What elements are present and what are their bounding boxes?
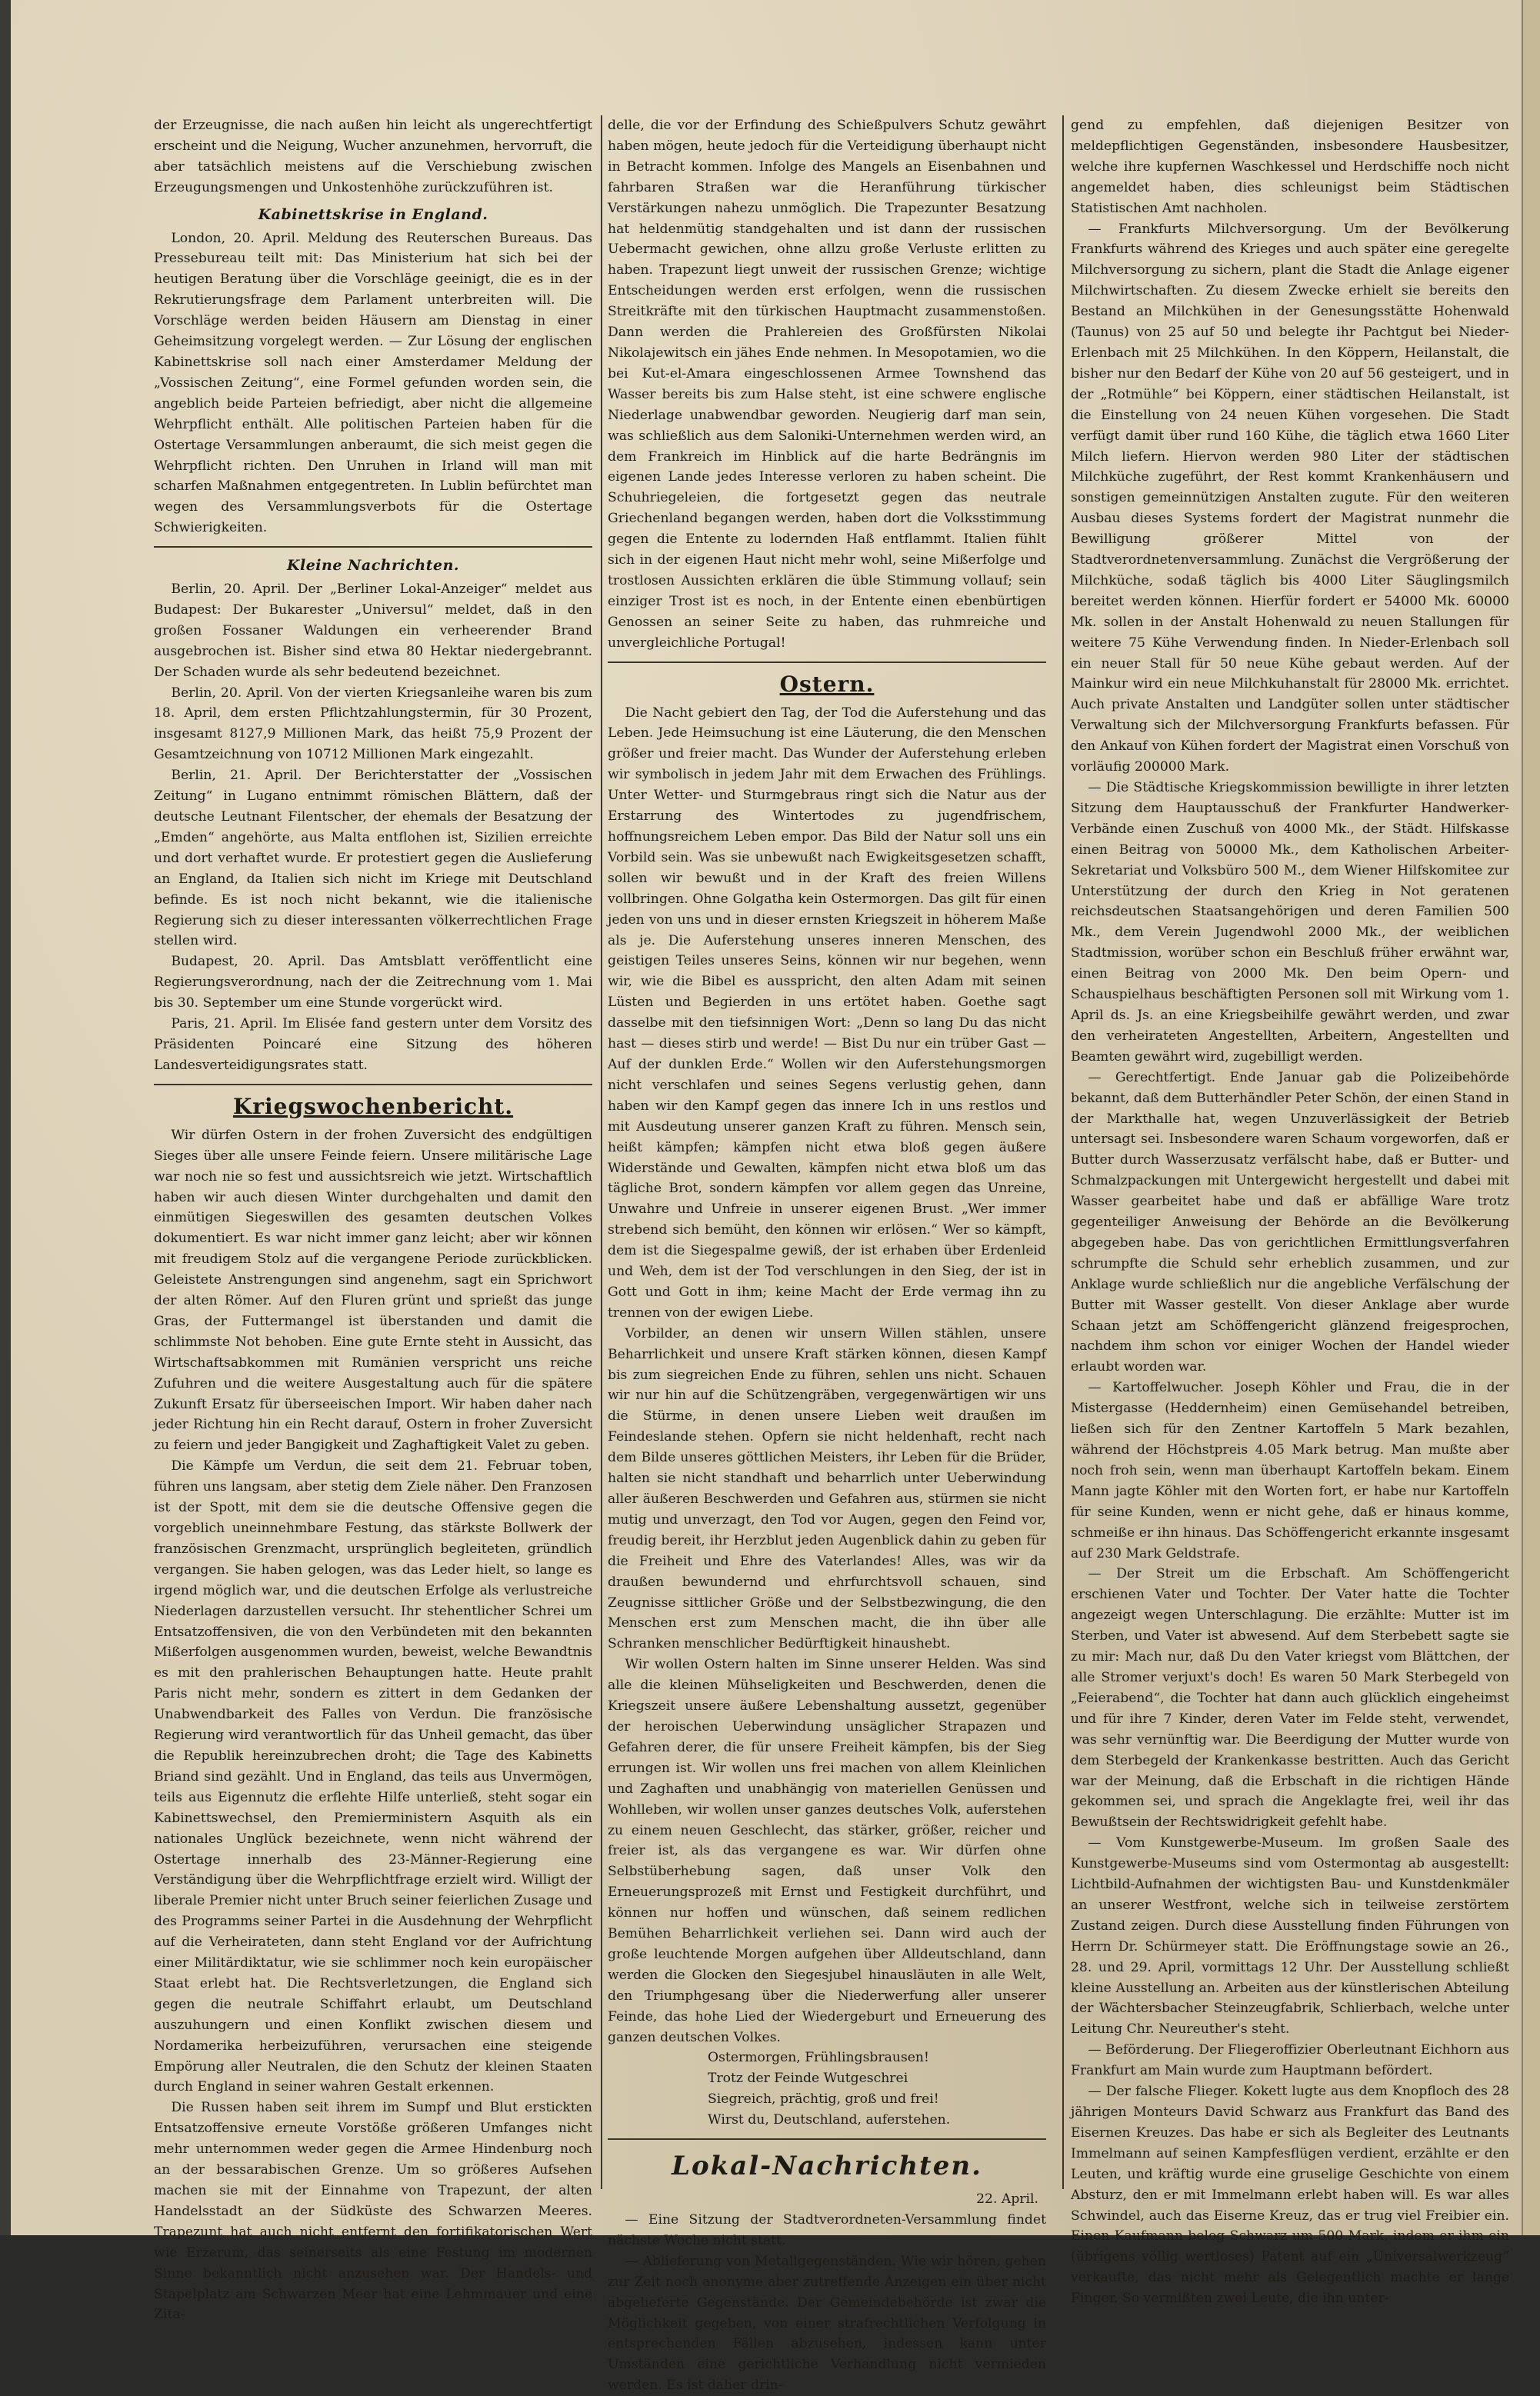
col3-articles [1071,115,1509,2309]
paragraph: — Vom Kunstgewerbe-Museum. Im großen Saale des Kunstgewerbe-Museums sind vom Ostermontag ab ausgestellt: Lichtbild-Aufnahmen der wichtigsten Bau- und Kunstdenkmäler an unserer Westfront, welche sich in teilweise zerstörtem Zustand zeigen. Durch diese Ausstellung finden Führungen von Herrn Dr. Schürmeyer statt. Die Eröffnungstage sowie an 26., 28. und 29. April, vormittags 12 Uhr. Der Ausstellung schließt kleine Ausstellung an. Arbeiten aus der künstlerischen Abteilung der Wächtersbacher Steinzeugfabrik, Schlierbach, welche unter Leitung Chr. Neureuther's steht. [1071,1835,1509,2038]
paragraph: Paris, 21. April. Im Elisée fand gestern unter dem Vorsitz des Präsidenten Poincaré eine Sitzung des höheren Landesverteidigungsrates statt. [154,1016,592,1073]
column-2 [608,115,1046,2394]
article-separator [608,661,1046,663]
poem-line: Siegreich, prächtig, groß und frei! [708,2091,939,2108]
article-kabinettskrise [154,228,592,539]
paragraph: — Gerechtfertigt. Ende Januar gab die Polizeibehörde bekannt, daß dem Butterhändler Peter Schön, der einen Stand in der Markthalle hat, wegen Unzuverlässigkeit der Betrieb untersagt sei. Insbesondere waren Schaum vorgeworfen, daß er Butter durch Wasserzusatz verfälscht habe, daß er Butter- und Schmalzpackungen mit Untergewicht hergestellt und dabei mit Wasser gearbeitet habe und daß er abfällige Ware trotz gegenteiliger Anweisung der Behörde an die Bevölkerung abgegeben habe. Das von gerichtlichen Ermittlungsverfahren schrumpfte die Schuld sehr erheblich zusammen, und zur Anklage wurde schließlich nur die angebliche Verfälschung der Butter mit Wasser gestellt. Von dieser Anklage aber wurde Schaan jetzt am Schöffengericht glänzend freigesprochen, nachdem ihm schon vor einiger Wochen der Handel wieder erlaubt worden war. [1071,1069,1509,1375]
paragraph: — Frankfurts Milchversorgung. Um der Bevölkerung Frankfurts während des Krieges und auch später eine geregelte Milchversorgung zu sichern, plant die Stadt die Anlage eigener Milchwirtschaften. Zu diesem Zwecke erhielt sie bereits den Bestand an Milchkühen in der Genesungsstätte Hohenwald (Taunus) von 25 auf 50 und belegte ihr Pachtgut bei Nieder-Erlenbach mit 25 Milchkühen. In den Köppern, Heilanstalt, die bisher nur den Bedarf der Kühe von 20 auf 56 gesteigert, und in der „Rotmühle“ bei Köppern, einer städtischen Heilanstalt, ist die Einstellung von 24 neuen Kühen vorgesehen. Die Stadt verfügt damit über rund 160 Kühe, die täglich etwa 1660 Liter Milch liefern. Hiervon werden 980 Liter der städtischen Milchküche zugeführt, der Rest kommt Krankenhäusern und sonstigen gemeinnützigen Anstalten zugute. Für den weiteren Ausbau dieses Systems fordert der Magistrat nunmehr die Bewilligung größerer Mittel von der Stadtverordnetenversammlung. Zunächst die Vergrößerung der Milchküche, sodaß täglich bis 4000 Liter Säuglingsmilch bereitet werden können. Hierfür fordert er 54000 Mk. 60000 Mk. sollen in der Anstalt Hohenwald zu neuen Stallungen für weitere 75 Kühe Verwendung finden. In Nieder-Erlenbach soll ein neuer Stall für 50 neue Kühe gebaut werden. Auf der Mainkur wird ein neue Milchkuhanstalt für 28000 Mk. errichtet. Auch private Anstalten und Landgüter sollen unter städtischer Verwaltung sich der Milchversorgung Frankfurts befassen. Für den Ankauf von Kühen fordert der Magistrat einen Vorschuß von vorläufig 200000 Mark. [1071,221,1509,775]
column-divider [601,115,602,2189]
paragraph: Die Kämpfe um Verdun, die seit dem 21. Februar toben, führen uns langsam, aber stetig dem Ziele näher. Den Franzosen ist der Spott, mit dem sie die deutsche Offensive gegen die vorgeblich uneinnehmbare Festung, das stärkste Bollwerk der französischen Grenzmacht, ursprünglich begleiteten, gründlich vergangen. Sie haben gelogen, was das Leder hielt, so lange es irgend möglich war, und die deutschen Erfolge als verlustreiche Niederlagen darzustellen versucht. Ihr stehentlicher Schrei um Entsatzoffensiven, die von den Verbündeten mit den bekannten Mißerfolgen ausgenommen wurden, beweist, welche Bewandtnis es mit den prahlerischen Behauptungen hatte. Heute prahlt Paris nicht mehr, sondern es zittert in dem Gedanken der Unabwendbarkeit des Falles von Verdun. Die französische Regierung wird verantwortlich für das Unheil gemacht, das über die Republik hereinzubrechen droht; die Tage des Kabinetts Briand sind gezählt. Und in England, das teils aus Unvermögen, teils aus Eigennutz die erflehte Hilfe unterließ, steht sogar ein Kabinettswechsel, den Premierministern Asquith als ein nationales Unglück bezeichnete, wenn nicht während der Ostertage innerhalb des 23-Männer-Regierung eine Verständigung über die Wehrpflichtfrage erzielt wird. Willigt der liberale Premier nicht unter Bruch seiner feierlichen Zusage und des Programms seiner Partei in die Ausdehnung der Wehrpflicht auf die Verheirateten, dann steht England vor der Aufrichtung einer Militärdiktatur, wie sie schlimmer noch kein europäischer Staat erlebt hat. Die Rechtsverletzungen, die England sich gegen die neutrale Schiffahrt erlaubt, um Deutschland auszuhungern und einen Konflikt zwischen diesem und Nordamerika herbeizuführen, verursachen eine steigende Empörung aller Neutralen, die den Schutz der kleinen Staaten durch England in seiner wahren Gestalt erkennen. [154,1458,592,2095]
paragraph: — Beförderung. Der Fliegeroffizier Oberleutnant Eichhorn aus Frankfurt am Main wurde zum Hauptmann befördert. [1071,2042,1509,2079]
article-ostern [608,703,1046,2048]
poem-line: Ostermorgen, Frühlingsbrausen! [708,2050,929,2066]
paragraph: gend zu empfehlen, daß diejenigen Besitzer von meldepflichtigen Gegenständen, insbesondere Hausbesitzer, welche ihre kupfernen Waschkessel und Herdschiffe noch nicht angemeldet haben, dies schleunigst beim Städtischen Statistischen Amt nachholen. [1071,118,1509,216]
paragraph: — Die Städtische Kriegskommission bewilligte in ihrer letzten Sitzung dem Hauptausschuß der Frankfurter Handwerker-Verbände einen Zuschuß von 4000 Mk., der Städt. Hilfskasse einen Beitrag von 50000 Mk., dem Katholischen Arbeiter-Sekretariat und Volksbüro 500 M., dem Wiener Hilfskomitee zur Unterstützung der durch den Krieg in Not geratenen reichsdeutschen Staatsangehörigen und deren Familien 500 Mk., dem Verein Jugendwohl 2000 Mk., der weiblichen Stadtmission, worüber schon ein Beschluß früher erwähnt war, einen Beitrag von 2000 Mk. Den beim Opern- und Schauspielhaus beschäftigten Personen soll mit Wirkung vom 1. April ds. Js. an eine Kriegsbeihilfe gewährt werden, und zwar den verheirateten Angestellten, Arbeitern, Angestellten und Beamten gewährt wird, zugebilligt werden. [1071,780,1509,1065]
paragraph: Die Russen haben seit ihrem im Sumpf und Blut erstickten Entsatzoffensive erneute Vorstöße größeren Umfanges nicht mehr unternommen weder gegen die Armee Hindenburg noch an der bessarabischen Grenze. Um so größeres Aufsehen machen sie mit der Einnahme von Trapezunt, der alten Handelsstadt an der Südküste des Schwarzen Meeres. Trapezunt hat auch nicht entfernt den fortifikatorischen Wert wie Erzerum, das seinerseits als eine Festung im modernen Sinne bekanntlich nicht anzusehen war. Der Handels- und Stapelplatz am Schwarzen Meer hat eine Lehmmauer und eine Zita- [154,2100,592,2323]
adjacent-page-edge [1522,0,1540,2235]
paragraph: — Der falsche Flieger. Kokett lugte aus dem Knopfloch des 28 jährigen Monteurs David Schwarz aus Frankfurt das Band des Eisernen Kreuzes. Das habe er sich als Begleiter des Leutnants Immelmann auf seinen Kampfesflügen verdient, erzählte er den Leuten, und kräftig wurde eine gruselige Geschichte von einem Absturz, den er mit Immelmann erlebt haben will. Es war alles Schwindel, auch das Eiserne Kreuz, das er trug viel Freibier ein. Einen Kaufmann belog Schwarz um 500 Mark, indem er ihm ein (übrigens völlig wertloses) Patent auf ein „Universalwerkzeug“ verkaufte, das nicht mehr als Gelegentlich machte er lange Finger. So vermißten zwei Leute, die ihn unter- [1071,2084,1509,2307]
column-divider [1062,115,1064,2189]
heading-kriegswochenbericht: Kriegswochenbericht. [232,1093,514,1119]
paragraph: — Ablieferung von Metallgegenständen. Wie wir hören, gehen zur Zeit noch anonyme aber zutreffende Anzeigen ein über nicht abgelieferte Gegenstände. Der Gemeindebehörde ist zwar die Möglichkeit gegeben, von einer strafrechtlichen Verfolgung in entsprechenden Fällen abzusehen, indessen kann unter Umständen eine gerichtliche Verhandlung nicht vermieden werden. Es ist daher drin- [608,2253,1046,2394]
paragraph: Wir dürfen Ostern in der frohen Zuversicht des endgültigen Sieges über alle unsere Feinde feiern. Unsere militärische Lage war noch nie so fest und aussichtsreich wie jetzt. Wirtschaftlich haben wir auch diesen Winter durchgehalten und damit den einmütigen Siegeswillen des gesamten deutschen Volkes dokumentiert. Es war nicht immer ganz leicht; aber wir können mit freudigem Stolz auf die vergangene Periode zurückblicken. Geleistete Anstrengungen sind angenehm, sagt ein Sprichwort der alten Römer. Auf den Fluren grünt und sprießt das junge Gras, der Futtermangel ist überstanden und damit die schlimmste Not behoben. Eine gute Ernte steht in Aussicht, das Wirtschaftsabkommen mit Rumänien verspricht uns reiche Zufuhren und die weitere Ausgestaltung auch für die spätere Zukunft Ersatz für überseeischen Import. Wir haben daher nach jeder Richtung hin ein Recht darauf, Ostern in froher Zuversicht zu feiern und jeder Bangigkeit und Zaghaftigkeit Valet zu geben. [154,1127,592,1454]
paragraph: — Eine Sitzung der Stadtverordneten-Versammlung findet nächste Woche nicht statt. [608,2212,1046,2248]
article-kriegswochenbericht [154,1125,592,2326]
paragraph: der Erzeugnisse, die nach außen hin leicht als ungerechtfertigt erscheint und die Neigung, Wucher anzunehmen, hervorruft, die aber tatsächlich meistens auf die Verschiebung zwischen Erzeugungsmengen und Unkostenhöhe zurückzuführen ist. [154,118,592,195]
paragraph: delle, die vor der Erfindung des Schießpulvers Schutz gewährt haben mögen, heute jedoch für die Verteidigung überhaupt nicht in Betracht kommen. Infolge des Mangels an Eisenbahnen und fahrbaren Straßen war die Heranführung türkischer Verstärkungen nahezu unmöglich. Die Trapezunter Besatzung hat heldenmütig standgehalten und ist dann der russischen Uebermacht gewichen, ohne allzu große Verluste erlitten zu haben. Trapezunt liegt unweit der russischen Grenze; wichtige Entscheidungen werden erst erfolgen, wenn die russischen Streitkräfte mit den türkischen Hauptmacht zusammenstoßen. Dann werden die Prahlereien des Großfürsten Nikolai Nikolajewitsch ein jähes Ende nehmen. In Mesopotamien, wo die bei Kut-el-Amara eingeschlossenen Armee Townshend das Wasser bereits bis zum Halse steht, ist eine schwere englische Niederlage unabwendbar geworden. Neugierig darf man sein, was schließlich aus dem Saloniki-Unternehmen werden wird, an dem Frankreich im Hinblick auf die harte Bedrängnis im eigenen Lande jedes Interesse verloren zu haben scheint. Die Schuhriegeleien, die fortgesetzt gegen das neutrale Griechenland begangen werden, haben dort die Volksstimmung gegen die Entente zu lodernden Haß entflammt. Italien fühlt sich in der eigenen Haut nicht mehr wohl, seine Mißerfolge und trostlosen Aussichten erklären die üble Stimmung vollauf; sein einziger Trost ist es noch, in der Entente einen ebenbürtigen Genossen an seiner Seite zu haben, das ruhmreiche und unvergleichliche Portugal! [608,118,1046,651]
article-separator [154,546,592,548]
paragraph: London, 20. April. Meldung des Reuterschen Bureaus. Das Pressebureau teilt mit: Das Ministerium hat sich bei der heutigen Beratung über die Vorschläge geeinigt, die es in der Rekrutierungsfrage dem Parlament unterbreiten will. Die Vorschläge werden beiden Häusern am Dienstag in einer Geheimsitzung vorgelegt werden. — Zur Lösung der englischen Kabinettskrise soll nach einer Amsterdamer Meldung der „Vossischen Zeitung“, eine Formel gefunden worden sein, die angeblich beide Parteien befriedigt, aber nicht die allgemeine Wehrpflicht enthält. Alle politischen Parteien haben für die Ostertage Versammlungen anberaumt, die sich meist gegen die Wehrpflicht richten. Den Unruhen in Irland will man mit scharfen Maßnahmen entgegentreten. In Lublin befürchtet man wegen des Versammlungsverbots für die Ostertage Schwierigkeiten. [154,230,592,536]
poem-line: Wirst du, Deutschland, auferstehen. [708,2112,951,2128]
poem-line: Trotz der Feinde Wutgeschrei [708,2071,908,2087]
article-separator [608,2138,1046,2140]
paragraph: Berlin, 20. April. Der „Berliner Lokal-Anzeiger“ meldet aus Budapest: Der Bukarester „Universul“ meldet, daß in den großen Fossaner Waldungen ein verheerender Brand ausgebrochen ist. Bisher sind etwa 80 Hektar niedergebrannt. Der Schaden wurde als sehr bedeutend bezeichnet. [154,582,592,680]
article-lokal-nachrichten [608,2210,1046,2396]
paragraph: Budapest, 20. April. Das Amtsblatt veröffentlicht eine Regierungsverordnung, nach der die Zeitrechnung vom 1. Mai bis 30. September um eine Stunde vorgerückt wird. [154,954,592,1011]
article-separator [154,1084,592,1085]
ostern-poem [708,2048,1046,2131]
article-kleine-nachrichten [154,579,592,1076]
binding-edge [0,0,11,2235]
col2-intro [608,115,1046,654]
paragraph: Berlin, 21. April. Der Berichterstatter der „Vossischen Zeitung“ in Lugano entnimmt römischen Blättern, daß der deutsche Leutnant Filentscher, der ehemals der Besatzung der „Emden“ angehörte, aus Malta entflohen ist, Sizilien erreichte und dort verhaftet wurde. Er protestiert gegen die Auslieferung an England, da Italien sich nicht im Kriege mit Deutschland befinde. Es ist noch nicht bekannt, wie die italienische Regierung sich zu dieser interessanten völkerrechtlichen Frage stellen wird. [154,768,592,949]
column-3 [1071,115,1509,2307]
heading-kabinettskrise: Kabinettskrise in England. [258,205,488,223]
lokal-dateline: 22. April. [976,2191,1038,2208]
paragraph: Die Nacht gebiert den Tag, der Tod die Auferstehung und das Leben. Jede Heimsuchung ist eine Läuterung, die den Menschen größer und freier macht. Das Wunder der Auferstehung erleben wir symbolisch in jedem Jahr mit dem Erwachen des Frühlings. Unter Wetter- und Sturmgebraus ringt sich die Natur aus der Erstarrung des Wintertodes zu jugendfrischem, hoffnungsreichem Leben empor. Das Bild der Natur soll uns ein Vorbild sein. Was sie unbewußt nach Ewigkeitsgesetzen schafft, sollen wir bewußt und in der Kraft des freien Willens vollbringen. Ohne Golgatha kein Ostermorgen. Das gilt für einen jeden von uns und in dieser ernsten Kriegszeit in höherem Maße als je. Die Auferstehung unseres inneren Menschen, des geistigen Teiles unseres Seins, können wir nur begehen, wenn wir, wie die Bibel es ausspricht, den alten Adam mit seinen Lüsten und Begierden in uns ertötet haben. Goethe sagt dasselbe mit den tiefsinnigen Wort: „Denn so lang Du das nicht hast — dieses stirb und werde! — Bist Du nur ein trüber Gast — Auf der dunklen Erde.“ Wollen wir den Auferstehungsmorgen nicht verschlafen und seines Segens verlustig gehen, dann haben wir den Kampf gegen das innere Ich in uns restlos und mit Ausdeutung unserer ganzen Kraft zu führen. Mensch sein, heißt kämpfen; kämpfen nicht etwa bloß gegen äußere Widerstände und Gewalten, kämpfen nicht etwa bloß um das tägliche Brot, sondern kämpfen vor allem gegen das Unreine, Unwahre und Unfreie in unserer eigenen Brust. „Wer immer strebend sich bemüht, den können wir erlösen.“ Wer so kämpft, dem ist die Siegespalme gewiß, der ist erhaben über Erdenleid und Weh, dem ist der Tod verschlungen in den Sieg, der ist in Gott und Gott in ihm; keine Macht der Erde vermag ihn zu trennen von der ewigen Liebe. [608,705,1046,1321]
heading-kleine-nachrichten: Kleine Nachrichten. [286,557,460,575]
column-1 [154,115,592,2323]
paragraph: — Kartoffelwucher. Joseph Köhler und Frau, die in der Mistergasse (Heddernheim) einen Gemüsehandel betreiben, ließen sich für den Zentner Kartoffeln 5 Mark bezahlen, während der Höchstpreis 4.05 Mark betrug. Man mußte aber noch froh sein, wenn man überhaupt Kartoffeln bekam. Einem Mann jagte Köhler mit den Worten fort, er habe nur Kartoffeln für seine Kunden, wenn er nicht gehe, daß er hinaus komme, schmeiße er ihn hinaus. Das Schöffengericht erkannte insgesamt auf 230 Mark Geldstrafe. [1071,1380,1509,1561]
heading-ostern: Ostern. [779,671,875,697]
paragraph: Vorbilder, an denen wir unsern Willen stählen, unsere Beharrlichkeit und unsere Kraft stärken können, diesen Kampf bis zum siegreichen Ende zu führen, sehlen uns nicht. Schauen wir nur hin auf die Schützengräben, vergegenwärtigen wir uns die Stürme, in denen unsere Lieben weit draußen im Feindeslande stehen. Opfern sie nicht heldenhaft, recht nach dem Bilde unseres göttlichen Meisters, ihr Leben für die Brüder, halten sie nicht standhaft und beharrlich unter Ueberwindung aller äußeren Beschwerden und Gefahren aus, stürmen sie nicht mutig und unverzagt, den Tod vor Augen, gegen den Feind vor, freudig bereit, ihr Herzblut jeden Augenblick dahin zu geben für die Freiheit und Ehre des Vaterlandes! Alles, was wir da draußen bewundernd und ehrfurchtsvoll schauen, sind Zeugnisse sittlicher Größe und der Selbstbezwingung, die den Menschen erst zum Menschen macht, die ihn über alle Schranken menschlicher Bedürftigkeit hinaushebt. [608,1325,1046,1652]
col1-intro [154,115,592,198]
paragraph: Wir wollen Ostern halten im Sinne unserer Helden. Was sind alle die kleinen Mühseligkeiten und Beschwerden, denen die Kriegszeit unsere äußere Lebenshaltung aussetzt, gegenüber der heroischen Ueberwindung unsäglicher Strapazen und Gefahren derer, die für unsere Freiheit kämpfen, bis der Sieg errungen ist. Wir wollen uns frei machen von allem Kleinlichen und Zaghaften und unabhängig von materiellen Genüssen und Wohlleben, wir wollen unser ganzes deutsches Volk, auferstehen zu einem neuen Geschlecht, das stärker, größer, reicher und freier ist, als das vergangene es war. Wir dürfen ohne Selbstüberhebung sagen, daß unser Volk den Erneuerungsprozeß mit Ernst und Festigkeit durchführt, und können nur hoffen und wünschen, daß seinem redlichen Bemühen Beharrlichkeit verliehen sei. Dann wird auch der große leuchtende Morgen aufgehen über Alldeutschland, dann werden die Glocken den Siegesjubel hinausläuten in alle Welt, den Triumphgesang über die Niederwerfung aller unserer Feinde, das hohe Lied der Wiedergeburt und Erneuerung des ganzen deutschen Volkes. [608,1657,1046,2045]
paragraph: — Der Streit um die Erbschaft. Am Schöffengericht erschienen Vater und Tochter. Der Vater hatte die Tochter angezeigt wegen Unterschlagung. Die erzählte: Mutter ist im Sterben, und Vater ist abwesend. Auf dem Sterbebett sagte sie zu mir: Mach nur, daß Du den Vater kriegst vom Blättchen, der alle Stromer verjuxt's doch! Es waren 50 Mark Sterbegeld von „Feierabend“, die Tochter hat dann auch glücklich eingeheimst und für ihre 7 Kinder, deren Vater im Felde steht, verwendet, was sehr vernünftig war. Die Beerdigung der Mutter wurde von dem Sterbegeld der Krankenkasse bestritten. Auch das Gericht war der Meinung, daß die Erbschaft in die richtigen Hände gekommen sei, und sprach die Angeklagte frei, weil ihr das Bewußtsein der Rechtswidrigkeit gefehlt habe. [1071,1566,1509,1831]
heading-lokal-nachrichten: Lokal-Nachrichten. [672,2151,982,2182]
paragraph: Berlin, 20. April. Von der vierten Kriegsanleihe waren bis zum 18. April, dem ersten Pflichtzahlungstermin, für 30 Prozent, insgesamt 8127,9 Millionen Mark, das heißt 75,9 Prozent der Gesamtzeichnung von 10712 Millionen Mark eingezahlt. [154,685,592,763]
